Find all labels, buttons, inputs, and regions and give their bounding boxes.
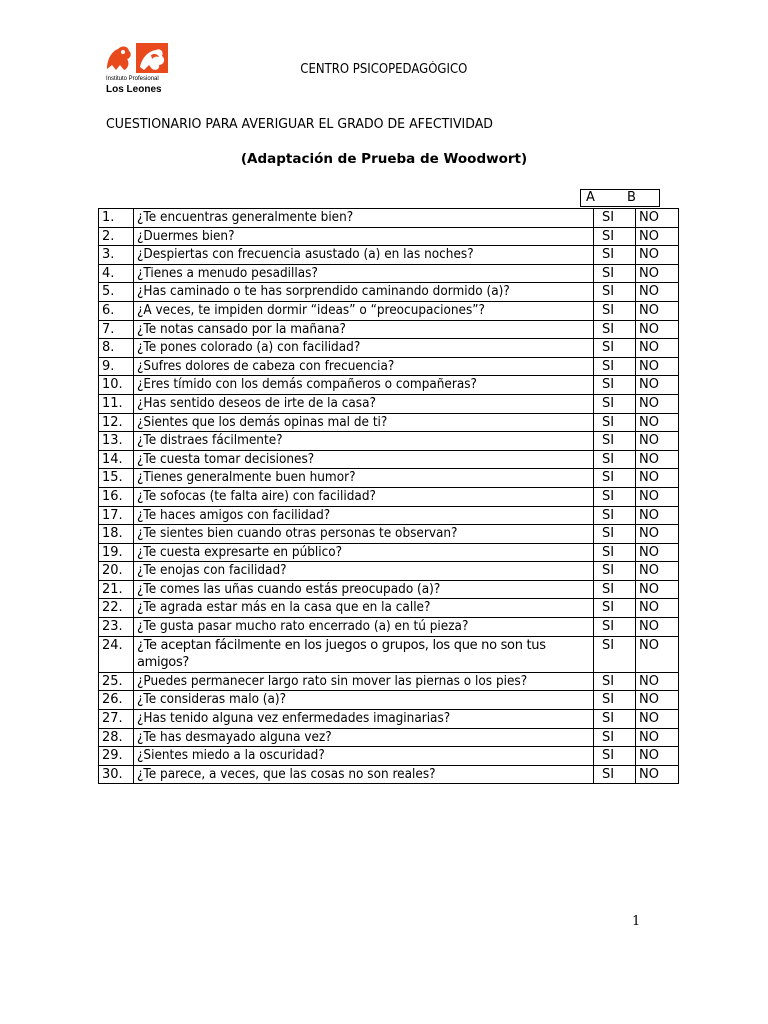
question-text-cell [134,227,594,246]
question-text: ¿Te sofocas (te falta aire) con facilidad? [137,488,376,504]
answer-yes[interactable]: SI [594,710,636,729]
table-row [99,710,679,729]
column-a-label: A [586,190,595,205]
answer-no[interactable]: NO [636,283,679,302]
answer-no[interactable]: NO [636,636,679,672]
question-number: 29. [99,747,134,766]
question-text: ¿Sientes miedo a la oscuridad? [137,748,325,764]
table-row [99,283,679,302]
answer-no[interactable]: NO [636,728,679,747]
question-text: ¿Te has desmayado alguna vez? [137,729,332,745]
answer-no[interactable]: NO [636,672,679,691]
logo-name: Los Leones [106,84,162,95]
table-row [99,525,679,544]
question-text: ¿Eres tímido con los demás compañeros o compañeras? [137,377,477,393]
question-text-cell [134,691,594,710]
table-row [99,543,679,562]
table-row [99,747,679,766]
answer-yes[interactable]: SI [594,209,636,228]
answer-no[interactable]: NO [636,450,679,469]
question-number: 3. [99,246,134,265]
question-text-cell [134,672,594,691]
question-text: ¿Te distraes fácilmente? [137,433,283,449]
answer-no[interactable]: NO [636,227,679,246]
question-text-cell [134,320,594,339]
answer-no[interactable]: NO [636,376,679,395]
table-row [99,450,679,469]
question-number: 18. [99,525,134,544]
answer-yes[interactable]: SI [594,357,636,376]
answer-yes[interactable]: SI [594,728,636,747]
question-text-cell [134,264,594,283]
question-text: ¿Te sientes bien cuando otras personas te observan? [137,526,458,542]
question-number: 9. [99,357,134,376]
question-text: ¿Despiertas con frecuencia asustado (a) en las noches? [137,247,474,263]
column-b-label: B [627,190,636,205]
question-text-cell [134,580,594,599]
question-text: ¿Duermes bien? [137,228,235,244]
logo-subtitle: Instituto Profesional [106,76,159,82]
question-text-cell [134,450,594,469]
table-row [99,357,679,376]
question-number: 14. [99,450,134,469]
question-text: ¿Has sentido deseos de irte de la casa? [137,395,376,411]
answer-yes[interactable]: SI [594,320,636,339]
answer-no[interactable]: NO [636,339,679,358]
question-text: ¿Te aceptan fácilmente en los juegos o grupos, los que no son tus amigos? [137,637,546,671]
question-text-cell [134,747,594,766]
answer-no[interactable]: NO [636,525,679,544]
question-text: ¿Tienes a menudo pesadillas? [137,265,318,281]
question-number: 5. [99,283,134,302]
answer-yes[interactable]: SI [594,432,636,451]
question-text: ¿Te parece, a veces, que las cosas no son reales? [137,766,436,782]
answer-no[interactable]: NO [636,580,679,599]
answer-no[interactable]: NO [636,618,679,637]
answer-yes[interactable]: SI [594,747,636,766]
questionnaire-body [99,209,679,784]
table-row [99,209,679,228]
question-text-cell [134,432,594,451]
question-text: ¿Has caminado o te has sorprendido caminando dormido (a)? [137,284,510,300]
question-text-cell [134,246,594,265]
document-subtitle: (Adaptación de Prueba de Woodwort) [240,151,528,167]
question-text-cell [134,543,594,562]
answer-yes[interactable]: SI [594,394,636,413]
answer-yes[interactable]: SI [594,525,636,544]
question-text: ¿Te consideras malo (a)? [137,692,287,708]
question-text-cell [134,562,594,581]
question-number: 2. [99,227,134,246]
answer-no[interactable]: NO [636,487,679,506]
question-text-cell [134,394,594,413]
table-row [99,320,679,339]
question-text-cell [134,283,594,302]
question-number: 12. [99,413,134,432]
table-row [99,672,679,691]
center-title-text: CENTRO PSICOPEDAGÓGICO [300,62,468,77]
answer-no[interactable]: NO [636,543,679,562]
question-text-cell [134,710,594,729]
question-number: 7. [99,320,134,339]
table-row [99,506,679,525]
question-text-cell [134,469,594,488]
question-text: ¿Te cuesta tomar decisiones? [137,451,315,467]
answer-yes[interactable]: SI [594,413,636,432]
answer-yes[interactable]: SI [594,543,636,562]
center-title [0,62,768,77]
question-text: ¿Sufres dolores de cabeza con frecuencia? [137,358,395,374]
answer-no[interactable]: NO [636,691,679,710]
table-row [99,413,679,432]
table-row [99,264,679,283]
question-text: ¿Te cuesta expresarte en público? [137,544,343,560]
question-number: 27. [99,710,134,729]
question-text: ¿Te pones colorado (a) con facilidad? [137,340,361,356]
table-row [99,246,679,265]
question-number: 10. [99,376,134,395]
answer-yes[interactable]: SI [594,264,636,283]
answer-yes[interactable]: SI [594,672,636,691]
question-text-cell [134,618,594,637]
answer-yes[interactable]: SI [594,487,636,506]
document-title [106,116,666,132]
answer-no[interactable]: NO [636,246,679,265]
questionnaire-table [98,208,679,784]
question-number: 22. [99,599,134,618]
question-text: ¿Has tenido alguna vez enfermedades imaginarias? [137,711,451,727]
answer-no[interactable]: NO [636,765,679,784]
answer-yes[interactable]: SI [594,283,636,302]
question-text: ¿A veces, te impiden dormir “ideas” o “preocupaciones”? [137,302,485,318]
question-number: 26. [99,691,134,710]
answer-no[interactable]: NO [636,747,679,766]
question-text: ¿Puedes permanecer largo rato sin mover las piernas o los pies? [137,673,528,689]
question-number: 19. [99,543,134,562]
question-number: 21. [99,580,134,599]
question-number: 1. [99,209,134,228]
answer-no[interactable]: NO [636,469,679,488]
question-number: 13. [99,432,134,451]
answer-no[interactable]: NO [636,506,679,525]
question-text-cell [134,413,594,432]
answer-no[interactable]: NO [636,413,679,432]
question-number: 30. [99,765,134,784]
question-text: ¿Te notas cansado por la mañana? [137,321,346,337]
table-row [99,339,679,358]
answer-yes[interactable]: SI [594,636,636,672]
question-number: 8. [99,339,134,358]
question-text: ¿Sientes que los demás opinas mal de ti? [137,414,388,430]
table-row [99,469,679,488]
answer-yes[interactable]: SI [594,765,636,784]
question-number: 11. [99,394,134,413]
table-row [99,562,679,581]
table-row [99,580,679,599]
question-text-cell [134,487,594,506]
question-text: ¿Te gusta pasar mucho rato encerrado (a) en tú pieza? [137,619,469,635]
answer-yes[interactable]: SI [594,246,636,265]
answer-no[interactable]: NO [636,264,679,283]
table-row [99,487,679,506]
answer-yes[interactable]: SI [594,339,636,358]
question-text-cell [134,599,594,618]
question-text-cell [134,301,594,320]
table-row [99,301,679,320]
question-number: 17. [99,506,134,525]
question-text-cell [134,376,594,395]
question-text: ¿Te comes las uñas cuando estás preocupado (a)? [137,581,441,597]
question-number: 25. [99,672,134,691]
page-number: 1 [632,914,641,929]
question-text: ¿Te enojas con facilidad? [137,563,287,579]
table-row [99,227,679,246]
table-row [99,636,679,672]
question-number: 28. [99,728,134,747]
question-text-cell [134,357,594,376]
document-title-text: CUESTIONARIO PARA AVERIGUAR EL GRADO DE AFECTIVIDAD [106,116,493,132]
answer-no[interactable]: NO [636,301,679,320]
question-text: ¿Te agrada estar más en la casa que en la calle? [137,600,431,616]
answer-no[interactable]: NO [636,710,679,729]
question-number: 6. [99,301,134,320]
question-text: ¿Te encuentras generalmente bien? [137,210,354,225]
answer-no[interactable]: NO [636,394,679,413]
question-text-cell [134,636,594,672]
question-text-cell [134,525,594,544]
question-text-cell [134,209,594,228]
answer-columns-header [580,189,660,207]
answer-yes[interactable]: SI [594,301,636,320]
question-text: ¿Tienes generalmente buen humor? [137,470,356,486]
answer-yes[interactable]: SI [594,450,636,469]
answer-yes[interactable]: SI [594,580,636,599]
table-row [99,599,679,618]
answer-yes[interactable]: SI [594,599,636,618]
question-text-cell [134,339,594,358]
answer-no[interactable]: NO [636,562,679,581]
answer-no[interactable]: NO [636,209,679,228]
answer-yes[interactable]: SI [594,562,636,581]
answer-yes[interactable]: SI [594,691,636,710]
table-row [99,765,679,784]
question-number: 23. [99,618,134,637]
table-row [99,394,679,413]
answer-no[interactable]: NO [636,432,679,451]
question-text-cell [134,506,594,525]
question-number: 15. [99,469,134,488]
question-text: ¿Te haces amigos con facilidad? [137,507,331,523]
answer-no[interactable]: NO [636,320,679,339]
table-row [99,691,679,710]
answer-yes[interactable]: SI [594,506,636,525]
table-row [99,618,679,637]
answer-no[interactable]: NO [636,599,679,618]
answer-no[interactable]: NO [636,357,679,376]
question-number: 20. [99,562,134,581]
table-row [99,728,679,747]
table-row [99,432,679,451]
answer-yes[interactable]: SI [594,469,636,488]
question-number: 16. [99,487,134,506]
answer-yes[interactable]: SI [594,227,636,246]
question-number: 24. [99,636,134,672]
question-text-cell [134,728,594,747]
question-number: 4. [99,264,134,283]
answer-yes[interactable]: SI [594,376,636,395]
answer-yes[interactable]: SI [594,618,636,637]
question-text-cell [134,765,594,784]
table-row [99,376,679,395]
